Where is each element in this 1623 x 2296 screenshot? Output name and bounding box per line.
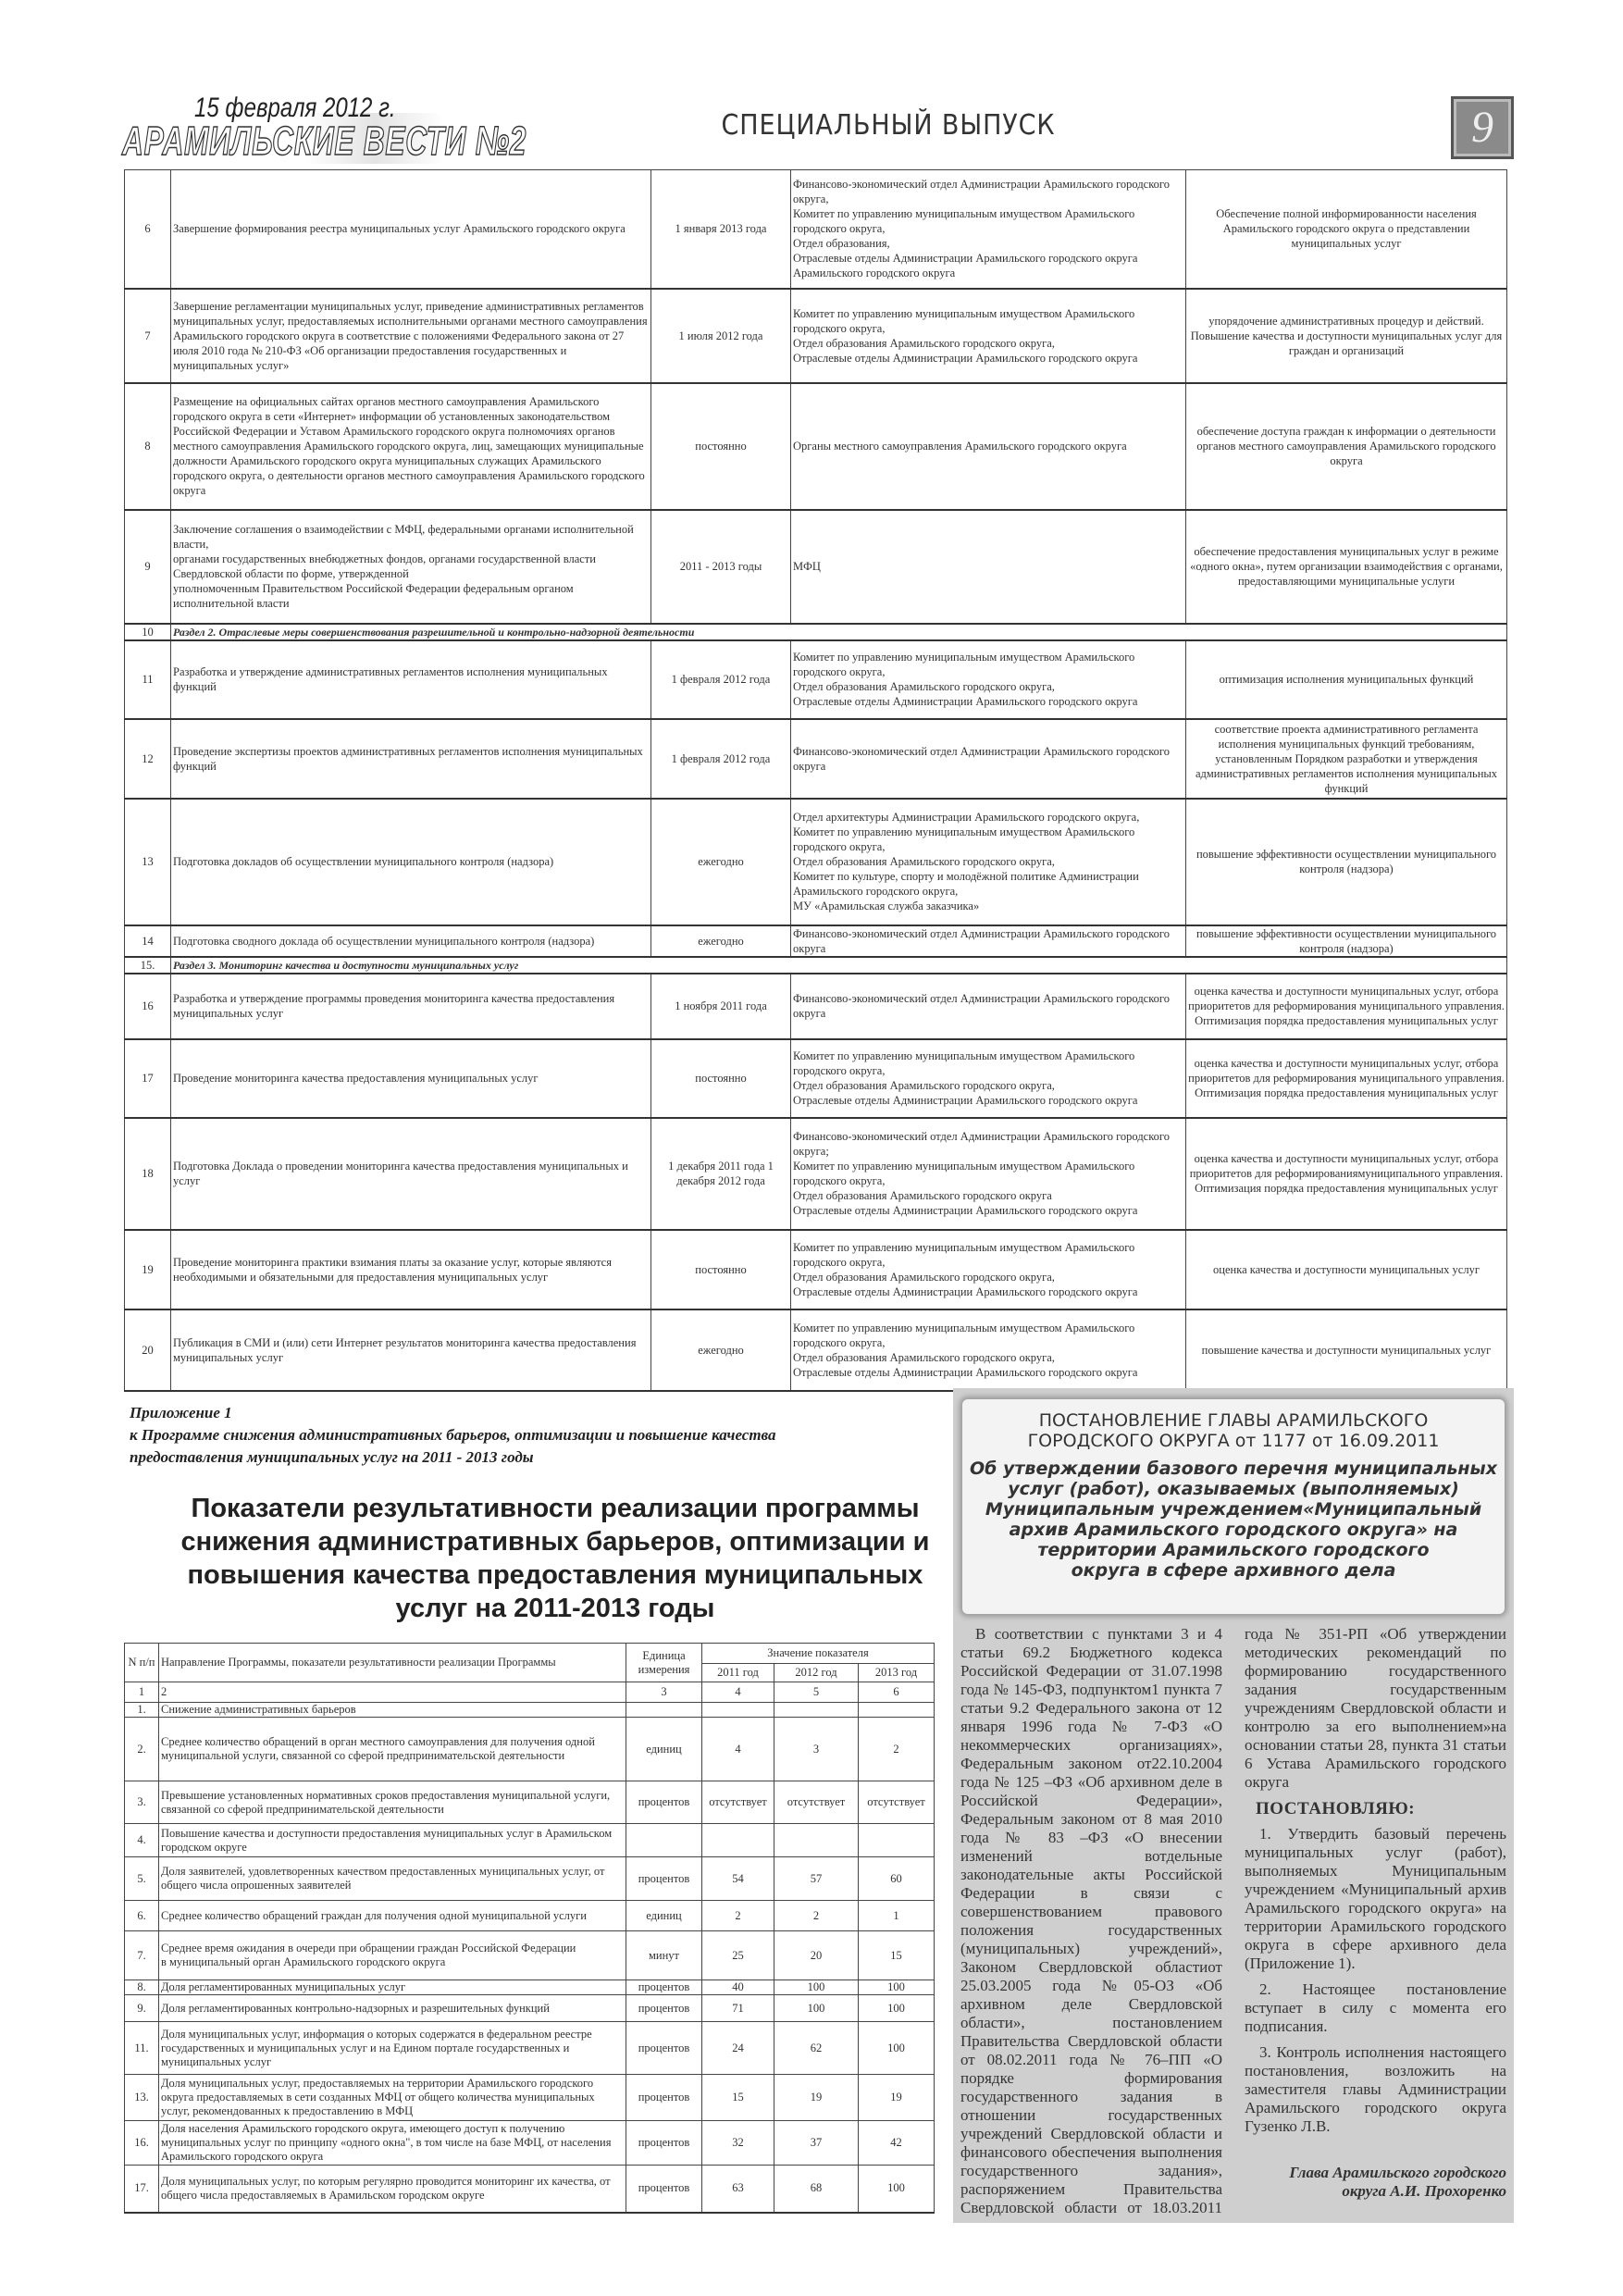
- row-number: 2.: [125, 1718, 159, 1781]
- result-cell: повышение эффективности осуществлении муниципального контроля (надзора): [1186, 925, 1507, 957]
- task-cell: Завершение регламентации муниципальных услуг, приведение административных регламентов муниципальных услуг, предоставляемых исполнительными органами местного самоуправления Арамильского городского округа в соответствие с положениями Федерального закона от 27 июля 2010 года № 210-ФЗ «Об организации предоставления государственных и муниципальных услуг»: [171, 289, 651, 383]
- result-cell: обеспечение предоставления муниципальных услуг в режиме «одного окна», путем организации взаимодействия с органами, предоставляющими муниципальные услуги: [1186, 510, 1507, 624]
- index-cell: 3: [626, 1682, 702, 1703]
- row-number: 13.: [125, 2075, 159, 2121]
- task-cell: Размещение на официальных сайтах органов местного самоуправления Арамильского городского округа в сети «Интернет» информации об установленных законодательством Российской Федерации и Уставом Арамильского городского округа полномочиях органов местного самоуправления Арамильского городского округа, лиц, замещающих муниципальные должности Арамильского городского округа муниципальных служащих Арамильского городского округа, о деятельности органов местного самоуправления Арамильского городского округа: [171, 383, 651, 510]
- row-number: 17: [125, 1039, 171, 1118]
- value-2011: 25: [702, 1931, 774, 1980]
- value-2013: 100: [859, 1980, 935, 1995]
- appendix-number: Приложение 1: [130, 1404, 232, 1421]
- result-cell: упорядочение административных процедур и действий. Повышение качества и доступности муниципальных услуг для граждан и организаций: [1186, 289, 1507, 383]
- value-2013: 60: [859, 1857, 935, 1901]
- value-2012: [774, 1703, 859, 1718]
- index-row: [125, 1682, 935, 1703]
- result-cell: соответствие проекта административного регламента исполнения муниципальных функций требованиям, установленным Порядком разработки и утверждения административных регламентов исполнения муниципальных функций: [1186, 719, 1507, 799]
- value-2012: 19: [774, 2075, 859, 2121]
- section-row: [125, 957, 1507, 974]
- row-number: 9: [125, 510, 171, 624]
- task-cell: Разработка и утверждение административных регламентов исполнения муниципальных функций: [171, 640, 651, 719]
- decree-title: Об утверждении базового перечня муниципальных услуг (работ), оказываемых (выполняемых) Муниципальным учреждением«Муниципальный архив Арамильского городского округа» на территории Арамильского городского округа в сфере архивного дела: [970, 1458, 1497, 1581]
- value-2013: 2: [859, 1718, 935, 1781]
- result-cell: оптимизация исполнения муниципальных функций: [1186, 640, 1507, 719]
- result-cell: повышение эффективности осуществлении муниципального контроля (надзора): [1186, 799, 1507, 925]
- deadline-cell: ежегодно: [651, 799, 791, 925]
- deadline-cell: ежегодно: [651, 925, 791, 957]
- unit-cell: процентов: [626, 2166, 702, 2213]
- table-row: [125, 640, 1507, 719]
- value-2011: 32: [702, 2121, 774, 2166]
- value-2011: 4: [702, 1718, 774, 1781]
- value-2011: 63: [702, 2166, 774, 2213]
- row-number: 4.: [125, 1824, 159, 1857]
- deadline-cell: 1 декабря 2011 года 1 декабря 2012 года: [651, 1118, 791, 1230]
- value-2012: 62: [774, 2022, 859, 2075]
- table-row: [125, 1230, 1507, 1309]
- unit-cell: минут: [626, 1931, 702, 1980]
- appendix-subtitle: к Программе снижения административных барьеров, оптимизации и повышение качества предоставления муниципальных услуг на 2011 - 2013 годы: [130, 1426, 776, 1466]
- indicator-text: Среднее количество обращений в орган местного самоуправления для получения одной муниципальной услуги, связанной со сферой предпринимательской деятельности: [159, 1718, 626, 1781]
- value-2012: [774, 1824, 859, 1857]
- unit-cell: процентов: [626, 2075, 702, 2121]
- deadline-cell: постоянно: [651, 383, 791, 510]
- indicator-text: Среднее время ожидания в очереди при обращении граждан Российской Федерации в муниципальный орган Арамильского городского округа: [159, 1931, 626, 1980]
- table-row: [125, 799, 1507, 925]
- index-cell: 4: [702, 1682, 774, 1703]
- table-row: [125, 383, 1507, 510]
- task-cell: Завершение формирования реестра муниципальных услуг Арамильского городского округа: [171, 170, 651, 289]
- section-row: [125, 624, 1507, 640]
- value-2011: [702, 1703, 774, 1718]
- row-number: 8.: [125, 1980, 159, 1995]
- row-number: 11: [125, 640, 171, 719]
- row-number: 7: [125, 289, 171, 383]
- header-values: Значение показателя: [702, 1644, 935, 1664]
- value-2013: 100: [859, 2022, 935, 2075]
- row-number: 6.: [125, 1901, 159, 1931]
- unit-cell: единиц: [626, 1901, 702, 1931]
- responsible-cell: Финансово-экономический отдел Администрации Арамильского городского округа; Комитет по управлению муниципальным имуществом Арамильского городского округа, Отдел образования Арамильского городского округа Отраслевые отделы Администрации Арамильского городского округа: [791, 1118, 1186, 1230]
- value-2012: 20: [774, 1931, 859, 1980]
- index-cell: 2: [159, 1682, 626, 1703]
- deadline-cell: 1 января 2013 года: [651, 170, 791, 289]
- value-2013: 42: [859, 2121, 935, 2166]
- row-number: 18: [125, 1118, 171, 1230]
- unit-cell: процентов: [626, 1857, 702, 1901]
- task-cell: Проведение мониторинга практики взимания платы за оказание услуг, которые являются необходимыми и обязательными для предоставления муниципальных услуг: [171, 1230, 651, 1309]
- section-title: Раздел 2. Отраслевые меры совершенствования разрешительной и контрольно-надзорной деятельности: [171, 624, 1507, 640]
- responsible-cell: МФЦ: [791, 510, 1186, 624]
- value-2012: 57: [774, 1857, 859, 1901]
- indicator-text: Доля муниципальных услуг, предоставляемых на территории Арамильского городского округа предоставляемых в сети созданных МФЦ от общего количества муниципальных услуг, рекомендованных к предоставлению в МФЦ: [159, 2075, 626, 2121]
- indicator-text: Снижение административных барьеров: [159, 1703, 626, 1718]
- table-row: [125, 925, 1507, 957]
- decree-resolve: ПОСТАНОВЛЯЮ:: [1256, 1799, 1416, 1818]
- decree-panel: [953, 1388, 1514, 2223]
- row-number: 12: [125, 719, 171, 799]
- result-cell: обеспечение доступа граждан к информации о деятельности органов местного самоуправления Арамильского городского округа: [1186, 383, 1507, 510]
- indicator-text: Доля регламентированных муниципальных услуг: [159, 1980, 626, 1995]
- table-row: [125, 2022, 935, 2075]
- responsible-cell: Комитет по управлению муниципальным имуществом Арамильского городского округа, Отдел образования Арамильского городского округа, Отраслевые отделы Администрации Арамильского городского округа: [791, 289, 1186, 383]
- unit-cell: процентов: [626, 1781, 702, 1824]
- table-row: [125, 1980, 935, 1995]
- task-cell: Проведение экспертизы проектов административных регламентов исполнения муниципальных функций: [171, 719, 651, 799]
- table-row: [125, 1857, 935, 1901]
- row-number: 6: [125, 170, 171, 289]
- section-title: Раздел 3. Мониторинг качества и доступности муниципальных услуг: [171, 957, 1507, 974]
- responsible-cell: Финансово-экономический отдел Администрации Арамильского городского округа: [791, 925, 1186, 957]
- row-number: 17.: [125, 2166, 159, 2213]
- header-year-2012: 2012 год: [774, 1664, 859, 1682]
- row-number: 1.: [125, 1703, 159, 1718]
- result-cell: Обеспечение полной информированности населения Арамильского городского округа о представлении муниципальных услуг: [1186, 170, 1507, 289]
- value-2013: 100: [859, 1995, 935, 2022]
- indicator-text: Превышение установленных нормативных сроков предоставления муниципальной услуги, связанной со сферой предпринимательской деятельности: [159, 1781, 626, 1824]
- indicator-text: Повышение качества и доступности предоставления муниципальных услуг в Арамильском городском округе: [159, 1824, 626, 1857]
- result-cell: повышение качества и доступности муниципальных услуг: [1186, 1309, 1507, 1391]
- row-number: 16.: [125, 2121, 159, 2166]
- table-row: [125, 1309, 1507, 1391]
- task-cell: Подготовка Доклада о проведении мониторинга качества предоставления муниципальных и услуг: [171, 1118, 651, 1230]
- indicator-text: Среднее количество обращений граждан для получения одной муниципальной услуги: [159, 1901, 626, 1931]
- task-cell: Подготовка докладов об осуществлении муниципального контроля (надзора): [171, 799, 651, 925]
- result-cell: оценка качества и доступности муниципальных услуг: [1186, 1230, 1507, 1309]
- decree-header-box: [962, 1399, 1505, 1614]
- row-number: 3.: [125, 1781, 159, 1824]
- value-2012: 3: [774, 1718, 859, 1781]
- value-2012: 68: [774, 2166, 859, 2213]
- unit-cell: процентов: [626, 1980, 702, 1995]
- value-2013: 100: [859, 2166, 935, 2213]
- row-number: 9.: [125, 1995, 159, 2022]
- value-2011: отсутствует: [702, 1781, 774, 1824]
- decree-item: 3. Контроль исполнения настоящего постановления, возложить на заместителя главы Администрации Арамильского городского округа Гузенко Л.В.: [1245, 2043, 1506, 2135]
- responsible-cell: Финансово-экономический отдел Администрации Арамильского городского округа: [791, 719, 1186, 799]
- table-row: [125, 1824, 935, 1857]
- decree-item: 1. Утвердить базовый перечень муниципальных услуг (работ), выполняемых Муниципальным учреждением «Муниципальный архив Арамильского городского округа» на территории Арамильского городского округа в сфере архивного дела (Приложение 1).: [1245, 1825, 1506, 1972]
- responsible-cell: Финансово-экономический отдел Администрации Арамильского городского округа, Комитет по управлению муниципальным имуществом Арамильского городского округа, Отдел образования, Отраслевые отделы Администрации Арамильского городского округа Арамильского городского округа: [791, 170, 1186, 289]
- table-row: [125, 289, 1507, 383]
- indicator-text: Доля муниципальных услуг, по которым регулярно проводится мониторинг их качества, от общего числа предоставляемых в Арамильском городском округе: [159, 2166, 626, 2213]
- table-row: [125, 510, 1507, 624]
- value-2011: 2: [702, 1901, 774, 1931]
- deadline-cell: постоянно: [651, 1230, 791, 1309]
- unit-cell: единиц: [626, 1718, 702, 1781]
- indicators-table: [124, 1643, 935, 2214]
- row-number: 19: [125, 1230, 171, 1309]
- newspaper-logo: АРАМИЛЬСКИЕ ВЕСТИ №2: [122, 118, 527, 164]
- responsible-cell: Органы местного самоуправления Арамильского городского округа: [791, 383, 1186, 510]
- appendix-title: Показатели результативности реализации программы снижения административных барьеров, оптимизации и повышения качества предоставления муниципальных услуг на 2011-2013 годы: [180, 1494, 930, 1623]
- responsible-cell: Комитет по управлению муниципальным имуществом Арамильского городского округа, Отдел образования Арамильского городского округа, Отраслевые отделы Администрации Арамильского городского округа: [791, 1230, 1186, 1309]
- row-number: 20: [125, 1309, 171, 1391]
- unit-cell: процентов: [626, 2121, 702, 2166]
- deadline-cell: 2011 - 2013 годы: [651, 510, 791, 624]
- value-2013: 1: [859, 1901, 935, 1931]
- indicator-text: Доля населения Арамильского городского округа, имеющего доступ к получению муниципальных услуг по принципу «одного окна", в том числе на базе МФЦ, от населения Арамильского городского округа: [159, 2121, 626, 2166]
- value-2011: 24: [702, 2022, 774, 2075]
- table-row: [125, 1703, 935, 1718]
- result-cell: оценка качества и доступности муниципальных услуг, отбора приоритетов для реформированиямуниципального управления. Оптимизация порядка предоставления муниципальных услуг: [1186, 1118, 1507, 1230]
- deadline-cell: постоянно: [651, 1039, 791, 1118]
- deadline-cell: 1 февраля 2012 года: [651, 640, 791, 719]
- deadline-cell: ежегодно: [651, 1309, 791, 1391]
- row-number: 8: [125, 383, 171, 510]
- header-unit: Единица измерения: [626, 1644, 702, 1682]
- task-cell: Заключение соглашения о взаимодействии с МФЦ, федеральными органами исполнительной власти, органами государственных внебюджетных фондов, органами государственной власти Свердловской области по форме, утвержденной уполномоченным Правительством Российской Федерации федеральным органом исполнительной власти: [171, 510, 651, 624]
- table-row: [125, 1995, 935, 2022]
- unit-cell: [626, 1703, 702, 1718]
- value-2013: [859, 1703, 935, 1718]
- header-year-2011: 2011 год: [702, 1664, 774, 1682]
- index-cell: 6: [859, 1682, 935, 1703]
- value-2012: отсутствует: [774, 1781, 859, 1824]
- responsible-cell: Комитет по управлению муниципальным имуществом Арамильского городского округа, Отдел образования Арамильского городского округа, Отраслевые отделы Администрации Арамильского городского округа: [791, 640, 1186, 719]
- index-cell: 5: [774, 1682, 859, 1703]
- indicator-text: Доля регламентированных контрольно-надзорных и разрешительных функций: [159, 1995, 626, 2022]
- decree-preamble: В соответствии с пунктами 3 и 4 статьи 69.2 Бюджетного кодекса Российской Федерации от 31.07.1998 года № 145-ФЗ, подпунктом1 пункта 7 статьи 9.2 Федерального закона от 12 января 1996 года № 7-ФЗ «О некоммерческих организациях», Федеральным законом от22.10.2004 года № 125 –ФЗ «Об архивном деле в Российской Федерации», Федеральным законом от 8 мая 2010 года № 83 –ФЗ «О внесении изменений вотдельные законодательные акты Российской Федерации в связи с совершенствованием правового положения государственных (муниципальных) учреждений», Законом Свердловской областиот 25.03.2005 года №05-ОЗ «Об архивном деле Свердловской области», постановлением Правительства Свердловской области от 08.02.2011 года № 76–ПП «О порядке формирования государственного задания в отношении государственных учреждений Свердловской области и финансового обеспечения выполнения государственного задания», распоряжением Правительства Свердловской области от 18.03.2011 года № 351-РП «Об утверждении методических рекомендаций по формированию государственного задания государственным учреждениям Свердловской области и контролю за его выполнением»на основании статьи 28, пункта 31 статьи 6 Устава Арамильского городского округа: [960, 1625, 1506, 2216]
- unit-cell: процентов: [626, 1995, 702, 2022]
- row-number: 10: [125, 624, 171, 640]
- table-row: [125, 719, 1507, 799]
- issue-date: 15 февраля 2012 г.: [194, 93, 396, 123]
- value-2012: 2: [774, 1901, 859, 1931]
- header-direction: Направление Программы, показатели результативности реализации Программы: [159, 1644, 626, 1682]
- row-number: 7.: [125, 1931, 159, 1980]
- value-2012: 100: [774, 1995, 859, 2022]
- task-cell: Публикация в СМИ и (или) сети Интернет результатов мониторинга качества предоставления муниципальных услуг: [171, 1309, 651, 1391]
- unit-cell: [626, 1824, 702, 1857]
- plan-table: [124, 169, 1507, 1392]
- value-2013: [859, 1824, 935, 1857]
- responsible-cell: Комитет по управлению муниципальным имуществом Арамильского городского округа, Отдел образования Арамильского городского округа, Отраслевые отделы Администрации Арамильского городского округа: [791, 1309, 1186, 1391]
- table-row: [125, 1781, 935, 1824]
- responsible-cell: Комитет по управлению муниципальным имуществом Арамильского городского округа, Отдел образования Арамильского городского округа, Отраслевые отделы Администрации Арамильского городского округа: [791, 1039, 1186, 1118]
- table-row: [125, 2121, 935, 2166]
- value-2013: 19: [859, 2075, 935, 2121]
- value-2011: 40: [702, 1980, 774, 1995]
- value-2013: 15: [859, 1931, 935, 1980]
- indicator-text: Доля заявителей, удовлетворенных качеством предоставленных муниципальных услуг, от общего числа опрошенных заявителей: [159, 1857, 626, 1901]
- decree-signature: Глава Арамильского городского округа А.И. Прохоренко: [1289, 2164, 1506, 2200]
- table-row: [125, 1718, 935, 1781]
- table-row: [125, 2075, 935, 2121]
- row-number: 11.: [125, 2022, 159, 2075]
- page-number: 9: [1451, 96, 1514, 159]
- table-row: [125, 1901, 935, 1931]
- result-cell: оценка качества и доступности муниципальных услуг, отбора приоритетов для реформирования муниципального управления. Оптимизация порядка предоставления муниципальных услуг: [1186, 1039, 1507, 1118]
- value-2012: 37: [774, 2121, 859, 2166]
- table-row: [125, 1039, 1507, 1118]
- row-number: 15.: [125, 957, 171, 974]
- row-number: 14: [125, 925, 171, 957]
- header-num: N п/п: [125, 1644, 159, 1682]
- row-number: 13: [125, 799, 171, 925]
- value-2012: 100: [774, 1980, 859, 1995]
- responsible-cell: Финансово-экономический отдел Администрации Арамильского городского округа: [791, 974, 1186, 1039]
- table-row: [125, 974, 1507, 1039]
- value-2011: 71: [702, 1995, 774, 2022]
- section-title: СПЕЦИАЛЬНЫЙ ВЫПУСК: [721, 109, 1056, 142]
- deadline-cell: 1 февраля 2012 года: [651, 719, 791, 799]
- value-2011: 54: [702, 1857, 774, 1901]
- table-row: [125, 170, 1507, 289]
- table-row: [125, 1931, 935, 1980]
- value-2011: [702, 1824, 774, 1857]
- task-cell: Проведение мониторинга качества предоставления муниципальных услуг: [171, 1039, 651, 1118]
- row-number: 16: [125, 974, 171, 1039]
- table-row: [125, 1118, 1507, 1230]
- index-cell: 1: [125, 1682, 159, 1703]
- value-2013: отсутствует: [859, 1781, 935, 1824]
- unit-cell: процентов: [626, 2022, 702, 2075]
- deadline-cell: 1 июля 2012 года: [651, 289, 791, 383]
- task-cell: Разработка и утверждение программы проведения мониторинга качества предоставления муниципальных услуг: [171, 974, 651, 1039]
- decree-body: [960, 1625, 1506, 2217]
- responsible-cell: Отдел архитектуры Администрации Арамильского городского округа, Комитет по управлению муниципальным имуществом Арамильского городского округа, Отдел образования Арамильского городского округа, Комитет по культуре, спорту и молодёжной политике Администрации Арамильского городского округа, МУ «Арамильская служба заказчика»: [791, 799, 1186, 925]
- result-cell: оценка качества и доступности муниципальных услуг, отбора приоритетов для реформирования муниципального управления. Оптимизация порядка предоставления муниципальных услуг: [1186, 974, 1507, 1039]
- header-year-2013: 2013 год: [859, 1664, 935, 1682]
- row-number: 5.: [125, 1857, 159, 1901]
- table-row: [125, 2166, 935, 2213]
- task-cell: Подготовка сводного доклада об осуществлении муниципального контроля (надзора): [171, 925, 651, 957]
- value-2011: 15: [702, 2075, 774, 2121]
- decree-heading: ПОСТАНОВЛЕНИЕ ГЛАВЫ АРАМИЛЬСКОГО ГОРОДСКОГО ОКРУГА от 1177 от 16.09.2011: [1027, 1410, 1440, 1451]
- appendix-label: [130, 1402, 870, 1469]
- indicator-text: Доля муниципальных услуг, информация о которых содержатся в федеральном реестре государственных и муниципальных услуг и на Едином портале государственных и муниципальных услуг: [159, 2022, 626, 2075]
- deadline-cell: 1 ноября 2011 года: [651, 974, 791, 1039]
- decree-item: 2. Настоящее постановление вступает в силу с момента его подписания.: [1245, 1980, 1506, 2035]
